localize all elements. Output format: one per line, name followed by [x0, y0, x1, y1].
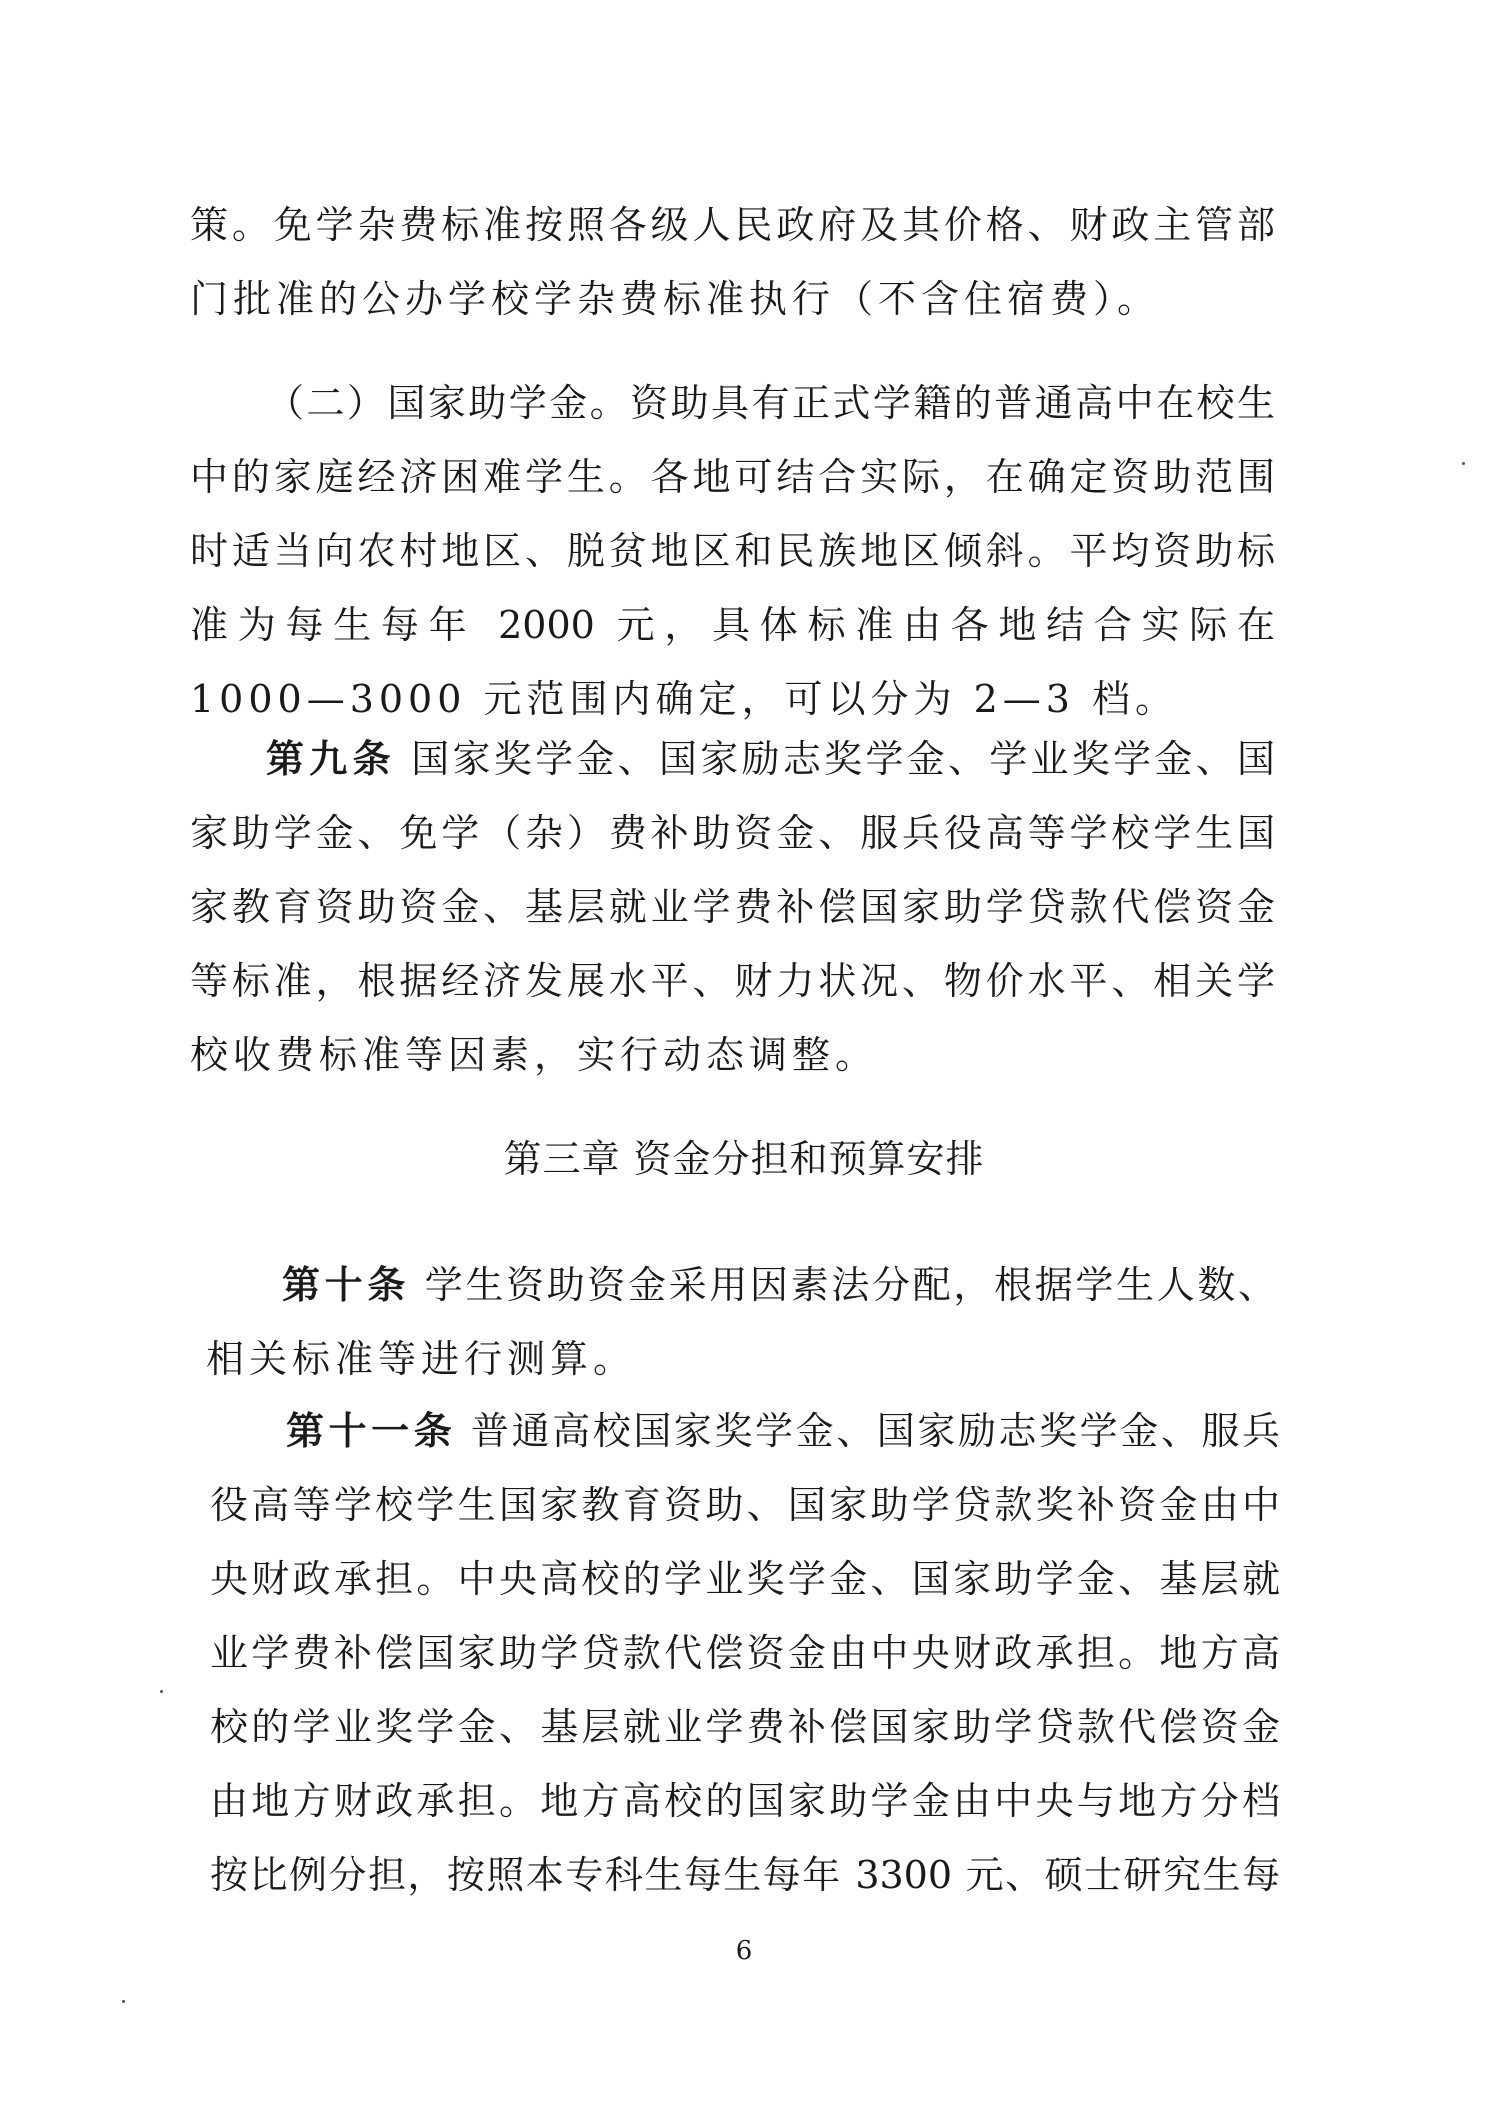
text-line: 等标准，根据经济发展水平、财力状况、物价水平、相关学 — [190, 959, 1275, 1003]
paragraph-national-grant — [190, 366, 1275, 736]
article-first-line — [190, 722, 1275, 796]
text-line: 由地方财政承担。地方高校的国家助学金由中央与地方分档 — [210, 1779, 1280, 1823]
article-10-heading: 第十条 — [282, 1263, 410, 1307]
article-11 — [210, 1394, 1280, 1912]
text-line: 相关标准等进行测算。 — [206, 1337, 637, 1381]
text-line: 准为每生每年 2000 元，具体标准由各地结合实际在 — [190, 603, 1275, 647]
text-line: 校收费标准等因素，实行动态调整。 — [190, 1033, 879, 1077]
text-line: 1000—3000 元范围内确定，可以分为 2—3 档。 — [190, 677, 1179, 721]
text-run: 国家奖学金、国家励志奖学金、学业奖学金、国 — [411, 737, 1275, 781]
article-11-heading: 第十一条 — [286, 1409, 457, 1453]
article-9-heading: 第九条 — [266, 737, 396, 781]
text-line: 役高等学校学生国家教育资助、国家助学贷款奖补资金由中 — [210, 1483, 1280, 1527]
text-run: 普通高校国家奖学金、国家励志奖学金、服兵 — [471, 1409, 1280, 1453]
scan-speck — [160, 1690, 163, 1693]
article-10 — [206, 1248, 1276, 1396]
article-9 — [190, 722, 1275, 1092]
scan-speck — [122, 2000, 125, 2003]
text-run: 学生资助资金采用因素法分配，根据学生人数、 — [424, 1263, 1276, 1307]
chapter-heading: 第三章 资金分担和预算安排 — [503, 1137, 985, 1181]
paragraph-fee-standard — [190, 188, 1275, 336]
text-line: 策。免学杂费标准按照各级人民政府及其价格、财政主管部 — [190, 203, 1275, 247]
text-line: 校的学业奖学金、基层就业学费补偿国家助学贷款代偿资金 — [210, 1705, 1280, 1749]
article-first-line — [210, 1394, 1280, 1468]
article-first-line — [206, 1248, 1276, 1322]
text-line: 业学费补偿国家助学贷款代偿资金由中央财政承担。地方高 — [210, 1631, 1280, 1675]
page-number: 6 — [735, 1936, 753, 1966]
text-line: 家助学金、免学（杂）费补助资金、服兵役高等学校学生国 — [190, 811, 1275, 855]
text-line: 中的家庭经济困难学生。各地可结合实际，在确定资助范围 — [190, 455, 1275, 499]
scan-speck — [1462, 462, 1465, 465]
text-line: 时适当向农村地区、脱贫地区和民族地区倾斜。平均资助标 — [190, 529, 1275, 573]
text-line: 家教育资助资金、基层就业学费补偿国家助学贷款代偿资金 — [190, 885, 1275, 929]
text-line: 门批准的公办学校学杂费标准执行（不含住宿费）。 — [190, 277, 1161, 321]
text-line: 央财政承担。中央高校的学业奖学金、国家助学金、基层就 — [210, 1557, 1280, 1601]
text-line: （二）国家助学金。资助具有正式学籍的普通高中在校生 — [266, 381, 1275, 425]
text-line: 按比例分担，按照本专科生每生每年 3300 元、硕士研究生每 — [210, 1853, 1280, 1897]
